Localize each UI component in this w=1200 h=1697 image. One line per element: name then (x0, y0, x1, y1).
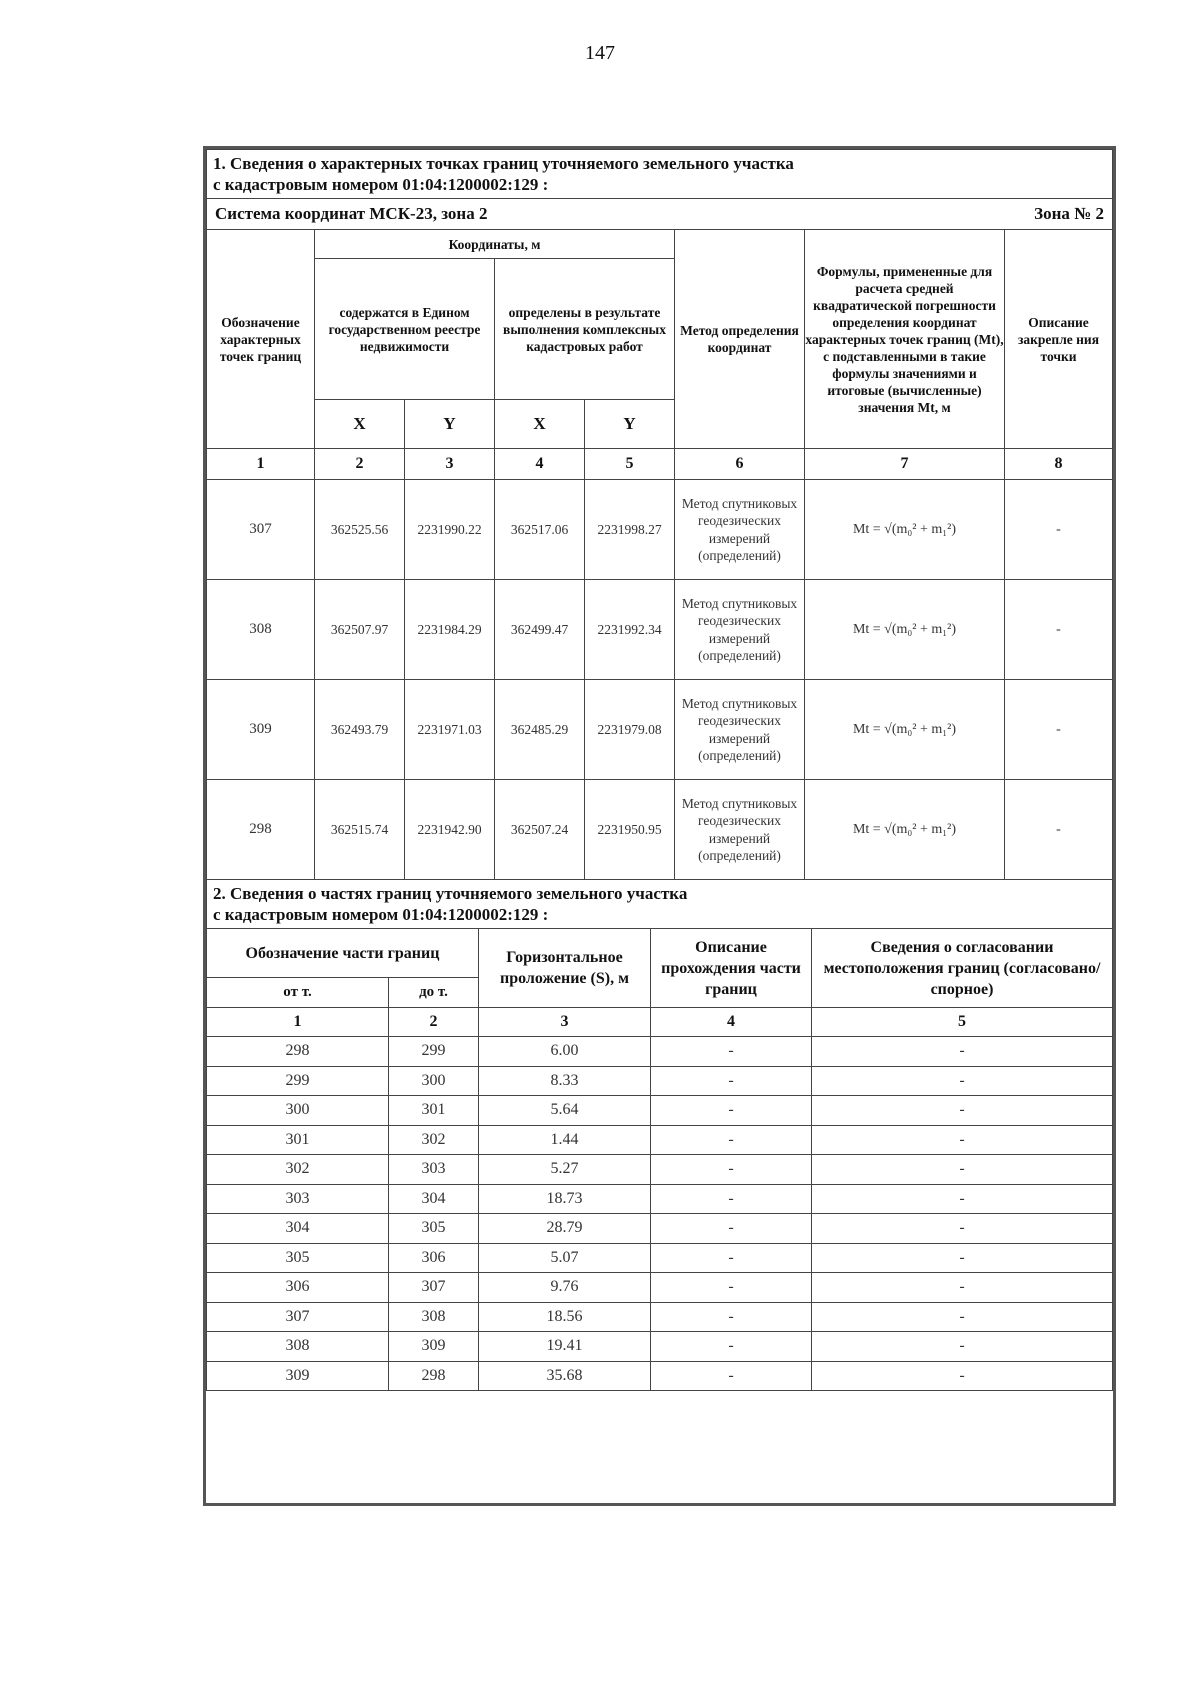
y-registry: 2231990.22 (405, 480, 495, 580)
segment-description: - (651, 1214, 812, 1244)
segment-description: - (651, 1125, 812, 1155)
table-row (207, 1125, 1113, 1155)
segment-length: 35.68 (479, 1361, 651, 1391)
x-registry: 362507.97 (315, 580, 405, 680)
x-determined: 362485.29 (495, 680, 585, 780)
segment-from: 301 (207, 1125, 389, 1155)
segment-from: 308 (207, 1332, 389, 1362)
col-number: 1 (207, 1008, 389, 1037)
segment-from: 309 (207, 1361, 389, 1391)
segment-to: 307 (389, 1273, 479, 1303)
col-number: 4 (495, 449, 585, 480)
col-number: 2 (315, 449, 405, 480)
table-row (207, 580, 1113, 680)
segment-description: - (651, 1361, 812, 1391)
y-determined: 2231950.95 (585, 780, 675, 880)
header-point-designation: Обозначение характерных точек границ (207, 230, 315, 449)
parts-table (206, 880, 1113, 1391)
table-row (207, 1361, 1113, 1391)
header-fixing: Описание закрепле ния точки (1005, 230, 1113, 449)
header-coordinates: Координаты, м (315, 230, 675, 259)
segment-agreement: - (812, 1273, 1113, 1303)
x-registry: 362525.56 (315, 480, 405, 580)
segment-to: 301 (389, 1096, 479, 1126)
zone-label: Зона № 2 (1005, 199, 1113, 230)
x-determined: 362517.06 (495, 480, 585, 580)
table-row (207, 1037, 1113, 1067)
segment-to: 298 (389, 1361, 479, 1391)
y-determined: 2231979.08 (585, 680, 675, 780)
col-number: 6 (675, 449, 805, 480)
segment-from: 299 (207, 1066, 389, 1096)
table-row (207, 1214, 1113, 1244)
table-row (207, 1302, 1113, 1332)
point-id: 298 (207, 780, 315, 880)
method-cell: Метод спутниковых геодезических измерений (определений) (675, 580, 805, 680)
segment-to: 308 (389, 1302, 479, 1332)
header-x2: X (495, 400, 585, 449)
section2-title-line1: 2. Сведения о частях границ уточняемого земельного участка (213, 884, 688, 903)
table-row (207, 780, 1113, 880)
segment-length: 28.79 (479, 1214, 651, 1244)
segment-to: 303 (389, 1155, 479, 1185)
document-frame (203, 146, 1116, 1506)
segment-length: 19.41 (479, 1332, 651, 1362)
segment-description: - (651, 1332, 812, 1362)
segment-to: 306 (389, 1243, 479, 1273)
segment-length: 18.56 (479, 1302, 651, 1332)
header-determined: определены в результате выполнения комплексных кадастровых работ (495, 259, 675, 400)
x-registry: 362493.79 (315, 680, 405, 780)
x-determined: 362499.47 (495, 580, 585, 680)
segment-from: 304 (207, 1214, 389, 1244)
point-id: 308 (207, 580, 315, 680)
table-row (207, 1184, 1113, 1214)
segment-agreement: - (812, 1243, 1113, 1273)
segment-from: 303 (207, 1184, 389, 1214)
table-row (207, 1332, 1113, 1362)
segment-length: 8.33 (479, 1066, 651, 1096)
x-determined: 362507.24 (495, 780, 585, 880)
segment-to: 299 (389, 1037, 479, 1067)
segment-length: 9.76 (479, 1273, 651, 1303)
segment-agreement: - (812, 1332, 1113, 1362)
fixing-cell: - (1005, 680, 1113, 780)
segment-to: 302 (389, 1125, 479, 1155)
col-number: 4 (651, 1008, 812, 1037)
segment-from: 307 (207, 1302, 389, 1332)
formula-cell: Mt = √(m₀² + m₁²) (805, 480, 1005, 580)
segment-from: 302 (207, 1155, 389, 1185)
segment-agreement: - (812, 1302, 1113, 1332)
y-determined: 2231998.27 (585, 480, 675, 580)
segment-length: 18.73 (479, 1184, 651, 1214)
header-to: до т. (389, 978, 479, 1008)
col-number: 3 (405, 449, 495, 480)
segment-agreement: - (812, 1066, 1113, 1096)
y-registry: 2231984.29 (405, 580, 495, 680)
segment-agreement: - (812, 1037, 1113, 1067)
header-in-registry: содержатся в Едином государственном реестре недвижимости (315, 259, 495, 400)
segment-to: 305 (389, 1214, 479, 1244)
header-y2: Y (585, 400, 675, 449)
y-registry: 2231971.03 (405, 680, 495, 780)
header-formulas: Формулы, примененные для расчета средней квадратической погрешности определения координат характерных точек границ (Mt), с подставленными в такие формулы значениями и итоговые (вычисленные) значения Mt, м (805, 230, 1005, 449)
coord-system: Система координат МСК-23, зона 2 (207, 199, 1005, 230)
col-number: 5 (812, 1008, 1113, 1037)
y-determined: 2231992.34 (585, 580, 675, 680)
segment-length: 5.07 (479, 1243, 651, 1273)
section2-title-line2: с кадастровым номером 01:04:1200002:129 : (213, 905, 549, 924)
segment-agreement: - (812, 1155, 1113, 1185)
segment-description: - (651, 1066, 812, 1096)
segment-description: - (651, 1273, 812, 1303)
segment-from: 300 (207, 1096, 389, 1126)
table-row (207, 1273, 1113, 1303)
table-row (207, 1066, 1113, 1096)
header-description: Описание прохождения части границ (651, 929, 812, 1008)
col-number: 8 (1005, 449, 1113, 480)
formula-cell: Mt = √(m₀² + m₁²) (805, 680, 1005, 780)
section1-title-line1: 1. Сведения о характерных точках границ уточняемого земельного участка (213, 154, 794, 173)
section1-title-line2: с кадастровым номером 01:04:1200002:129 : (213, 175, 549, 194)
table-row (207, 480, 1113, 580)
method-cell: Метод спутниковых геодезических измерений (определений) (675, 680, 805, 780)
method-cell: Метод спутниковых геодезических измерений (определений) (675, 780, 805, 880)
segment-length: 1.44 (479, 1125, 651, 1155)
segment-to: 304 (389, 1184, 479, 1214)
fixing-cell: - (1005, 780, 1113, 880)
fixing-cell: - (1005, 580, 1113, 680)
method-cell: Метод спутниковых геодезических измерений (определений) (675, 480, 805, 580)
segment-description: - (651, 1243, 812, 1273)
formula-cell: Mt = √(m₀² + m₁²) (805, 580, 1005, 680)
segment-to: 300 (389, 1066, 479, 1096)
point-id: 307 (207, 480, 315, 580)
section2-title (207, 880, 1113, 929)
segment-length: 5.64 (479, 1096, 651, 1126)
fixing-cell: - (1005, 480, 1113, 580)
segment-from: 306 (207, 1273, 389, 1303)
table-row (207, 680, 1113, 780)
y-registry: 2231942.90 (405, 780, 495, 880)
segment-length: 6.00 (479, 1037, 651, 1067)
segment-to: 309 (389, 1332, 479, 1362)
header-y1: Y (405, 400, 495, 449)
header-from: от т. (207, 978, 389, 1008)
table-row (207, 1243, 1113, 1273)
col-number: 7 (805, 449, 1005, 480)
col-number: 3 (479, 1008, 651, 1037)
header-x1: X (315, 400, 405, 449)
segment-length: 5.27 (479, 1155, 651, 1185)
segment-agreement: - (812, 1184, 1113, 1214)
col-number: 2 (389, 1008, 479, 1037)
segment-from: 298 (207, 1037, 389, 1067)
segment-description: - (651, 1184, 812, 1214)
segment-from: 305 (207, 1243, 389, 1273)
segment-agreement: - (812, 1125, 1113, 1155)
segment-agreement: - (812, 1214, 1113, 1244)
table-row (207, 1096, 1113, 1126)
segment-description: - (651, 1302, 812, 1332)
formula-cell: Mt = √(m₀² + m₁²) (805, 780, 1005, 880)
segment-agreement: - (812, 1361, 1113, 1391)
point-id: 309 (207, 680, 315, 780)
header-agreement: Сведения о согласовании местоположения границ (согласовано/спорное) (812, 929, 1113, 1008)
x-registry: 362515.74 (315, 780, 405, 880)
segment-description: - (651, 1037, 812, 1067)
header-horizontal: Горизонтальное проложение (S), м (479, 929, 651, 1008)
page-number: 147 (585, 42, 615, 64)
table-row (207, 1155, 1113, 1185)
header-part-designation: Обозначение части границ (207, 929, 479, 978)
col-number: 1 (207, 449, 315, 480)
header-method: Метод определения координат (675, 230, 805, 449)
section1-title (207, 150, 1113, 199)
col-number: 5 (585, 449, 675, 480)
points-table (206, 149, 1113, 880)
segment-description: - (651, 1155, 812, 1185)
segment-agreement: - (812, 1096, 1113, 1126)
segment-description: - (651, 1096, 812, 1126)
